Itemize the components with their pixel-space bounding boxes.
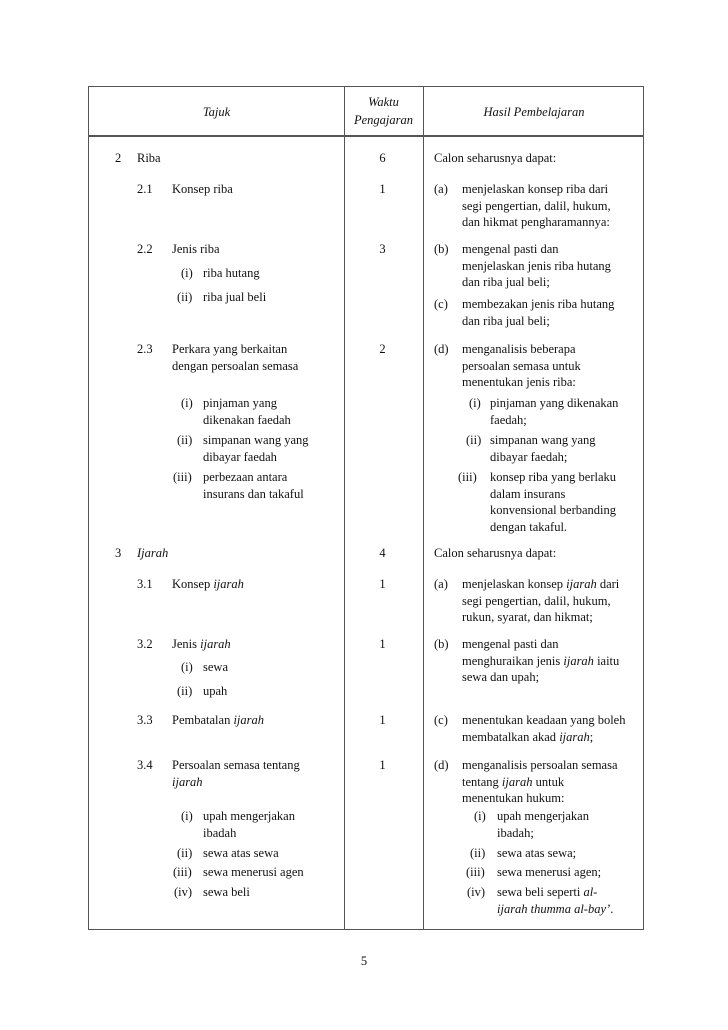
outcome-text: menghuraikan jenis ijarah iaitu: [462, 653, 620, 668]
header-time-line2: Pengajaran: [353, 113, 414, 127]
item-numeral: (ii): [177, 433, 193, 447]
subsection-number: 3.3: [137, 713, 153, 727]
outcome-letter: (a): [434, 577, 448, 591]
subsection-title: Perkara yang berkaitan: [172, 342, 288, 356]
outcome-letter: (b): [434, 637, 449, 651]
outcome-text: menjelaskan konsep riba dari: [462, 182, 609, 196]
item-numeral: (i): [181, 266, 193, 280]
teaching-hours: 1: [379, 182, 386, 196]
item-numeral: (ii): [177, 846, 193, 860]
outcome-text: menganalisis persoalan semasa: [462, 758, 618, 772]
subsection-number: 3.2: [137, 637, 153, 651]
item-numeral: (iv): [467, 885, 486, 899]
teaching-hours: 2: [379, 342, 386, 356]
item-text: sewa: [203, 660, 228, 674]
item-text: sewa atas sewa: [203, 846, 279, 860]
item-numeral: (iii): [458, 470, 477, 484]
outcome-letter: (a): [434, 182, 448, 196]
item-numeral: (iv): [174, 885, 193, 899]
outcome-text: persoalan semasa untuk: [462, 358, 581, 373]
item-text: upah mengerjakan: [203, 809, 295, 823]
outcome-text: tentang ijarah untuk: [462, 774, 565, 789]
column-divider: [344, 87, 345, 929]
outcome-text: segi pengertian, dalil, hukum,: [462, 593, 611, 608]
section-title: Ijarah: [137, 546, 169, 560]
item-text: sewa menerusi agen;: [497, 865, 602, 879]
section-number: 3: [115, 546, 122, 560]
item-numeral: (i): [469, 396, 481, 410]
item-text: dalam insurans: [490, 486, 566, 501]
subsection-number: 2.3: [137, 342, 153, 356]
outcome-text: dan riba jual beli;: [462, 313, 550, 328]
subsection-number: 3.1: [137, 577, 153, 591]
outcome-letter: (c): [434, 713, 448, 727]
item-numeral: (iii): [173, 865, 192, 879]
outcome-letter: (d): [434, 758, 449, 772]
item-text: riba jual beli: [203, 290, 267, 304]
item-text: simpanan wang yang: [490, 433, 596, 447]
item-text: pinjaman yang: [203, 396, 277, 410]
item-text: dibayar faedah;: [490, 449, 568, 464]
teaching-hours: 1: [379, 713, 386, 727]
item-text: sewa menerusi agen: [203, 865, 304, 879]
outcome-text: dan hikmat pengharamannya:: [462, 215, 610, 229]
header-divider: [89, 136, 643, 137]
item-text: upah mengerjakan: [497, 809, 589, 823]
item-text: ijarah thumma al-bay’.: [497, 901, 614, 916]
teaching-hours: 1: [379, 637, 386, 651]
item-numeral: (i): [181, 809, 193, 823]
item-numeral: (iii): [173, 470, 192, 484]
column-divider: [423, 87, 424, 929]
outcome-text: segi pengertian, dalil, hukum,: [462, 198, 611, 213]
teaching-hours: 4: [379, 546, 386, 560]
section-number: 2: [115, 151, 122, 165]
subsection-title: Konsep riba: [172, 182, 233, 196]
outcome-text: rukun, syarat, dan hikmat;: [462, 610, 593, 624]
outcome-letter: (b): [434, 242, 449, 256]
item-text: upah: [203, 684, 228, 698]
subsection-title: dengan persoalan semasa: [172, 358, 299, 373]
item-numeral: (ii): [466, 433, 482, 447]
page-number: 5: [360, 954, 368, 968]
section-title: Riba: [137, 151, 161, 165]
teaching-hours: 1: [379, 758, 386, 772]
item-numeral: (ii): [177, 684, 193, 698]
item-text: perbezaan antara: [203, 470, 288, 484]
subsection-title: Jenis ijarah: [172, 637, 231, 651]
subsection-title: Pembatalan ijarah: [172, 713, 265, 727]
item-text: faedah;: [490, 412, 527, 427]
item-text: ibadah: [203, 825, 237, 840]
item-numeral: (i): [474, 809, 486, 823]
item-text: konvensional berbanding: [490, 503, 617, 517]
subsection-number: 2.1: [137, 182, 153, 196]
outcome-letter: (c): [434, 297, 448, 311]
item-text: ibadah;: [497, 825, 534, 840]
item-text: pinjaman yang dikenakan: [490, 396, 619, 410]
item-text: simpanan wang yang: [203, 433, 309, 447]
teaching-hours: 3: [379, 242, 386, 256]
subsection-title: Persoalan semasa tentang: [172, 758, 300, 772]
subsection-title: ijarah: [172, 774, 203, 789]
item-numeral: (iii): [466, 865, 485, 879]
outcome-text: menentukan keadaan yang boleh: [462, 713, 626, 727]
outcome-intro: Calon seharusnya dapat:: [434, 151, 557, 165]
outcome-text: menentukan hukum:: [462, 791, 565, 805]
header-outcome: Hasil Pembelajaran: [483, 105, 585, 119]
outcome-text: menentukan jenis riba:: [462, 375, 576, 389]
outcome-text: menjelaskan jenis riba hutang: [462, 258, 611, 273]
header-time-line1: Waktu: [368, 95, 399, 109]
header-topic: Tajuk: [202, 105, 231, 119]
item-numeral: (i): [181, 396, 193, 410]
outcome-letter: (d): [434, 342, 449, 356]
outcome-text: membatalkan akad ijarah;: [462, 729, 594, 744]
item-text: riba hutang: [203, 266, 260, 280]
outcome-text: sewa dan upah;: [462, 670, 540, 684]
teaching-hours: 6: [379, 151, 386, 165]
outcome-text: membezakan jenis riba hutang: [462, 297, 615, 311]
item-text: dengan takaful.: [490, 519, 568, 534]
item-text: dibayar faedah: [203, 449, 277, 464]
item-text: sewa atas sewa;: [497, 846, 577, 860]
item-numeral: (i): [181, 660, 193, 674]
item-numeral: (ii): [177, 290, 193, 304]
item-text: sewa beli: [203, 885, 250, 899]
outcome-text: dan riba jual beli;: [462, 275, 550, 289]
outcome-text: menjelaskan konsep ijarah dari: [462, 577, 620, 591]
outcome-intro: Calon seharusnya dapat:: [434, 546, 557, 560]
item-text: dikenakan faedah: [203, 412, 291, 427]
subsection-number: 2.2: [137, 242, 153, 256]
subsection-number: 3.4: [137, 758, 153, 772]
item-text: sewa beli seperti al-: [497, 885, 598, 899]
outcome-text: mengenal pasti dan: [462, 242, 559, 256]
subsection-title: Konsep ijarah: [172, 577, 244, 591]
outcome-text: mengenal pasti dan: [462, 637, 559, 651]
item-numeral: (ii): [470, 846, 486, 860]
item-text: konsep riba yang berlaku: [490, 470, 617, 484]
outcome-text: menganalisis beberapa: [462, 342, 576, 356]
item-text: insurans dan takaful: [203, 486, 304, 501]
teaching-hours: 1: [379, 577, 386, 591]
subsection-title: Jenis riba: [172, 242, 220, 256]
